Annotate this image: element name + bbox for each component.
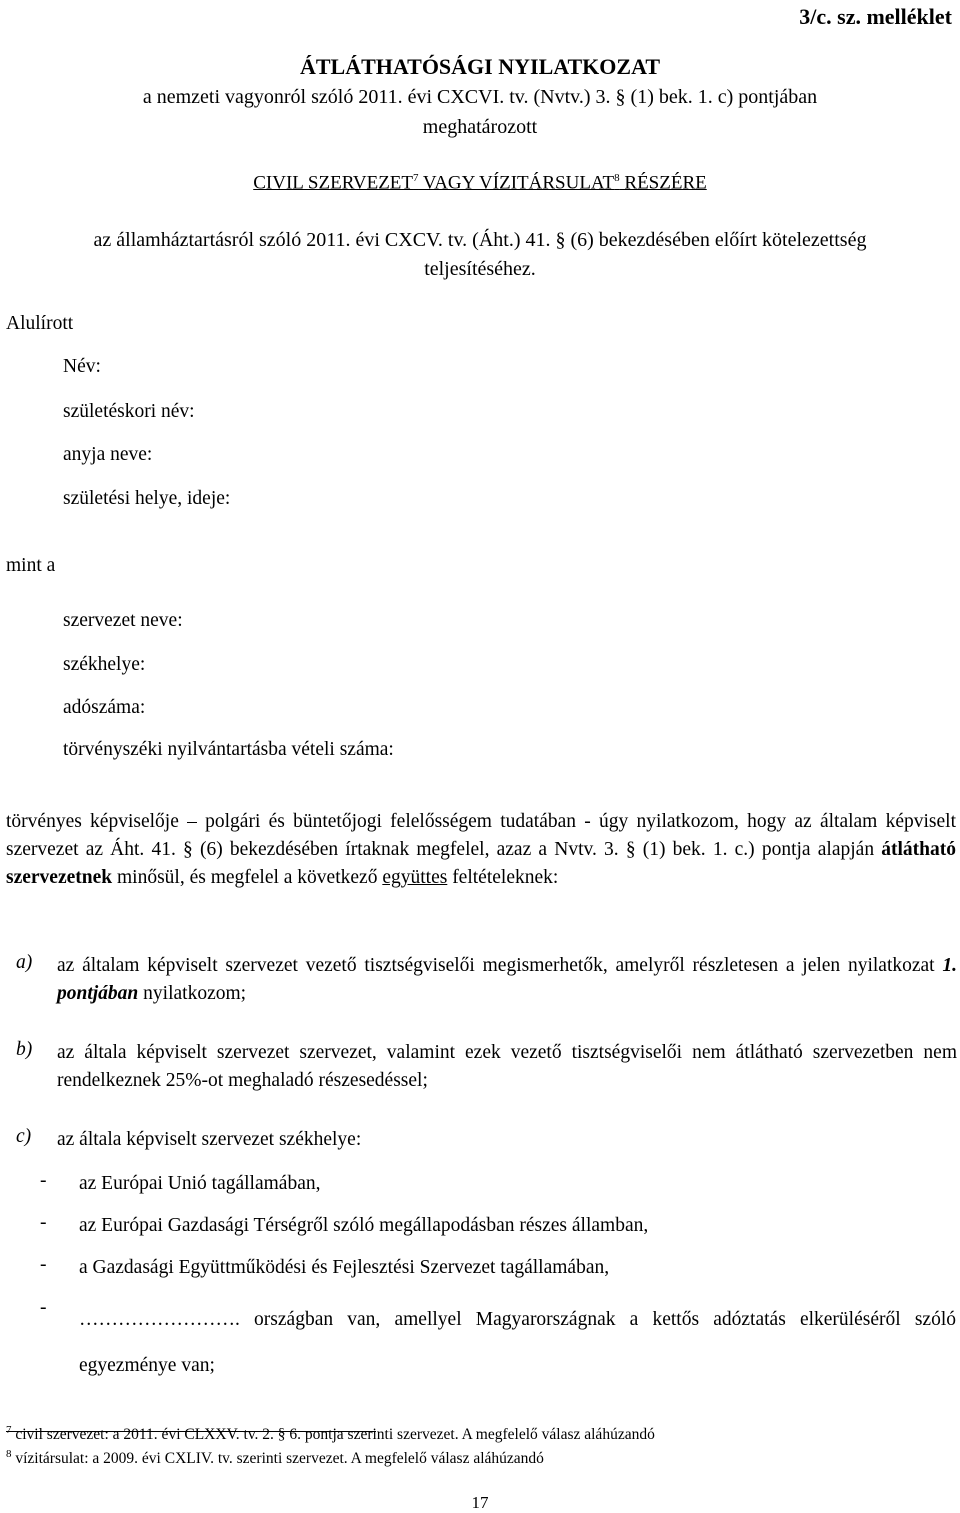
footnote-ref-8: 8 (614, 172, 620, 184)
declaration-bold-term: átlátható szervezetnek (6, 839, 956, 888)
legal-basis-line-2: meghatározott (422, 116, 538, 138)
item-c-text: az általa képviselt szervezet székhelye: (57, 1129, 362, 1150)
dash-marker: - (40, 1297, 47, 1318)
declaration-text-3: feltételeknek: (447, 867, 559, 888)
subtitle-part-reszere: RÉSZÉRE (619, 172, 707, 194)
field-birth-name: születéskori név: (63, 401, 195, 422)
field-mother-name: anyja neve: (63, 444, 153, 465)
dash-marker: - (40, 1254, 47, 1275)
field-organization-name: szervezet neve: (63, 610, 183, 631)
subtitle-part-vizitarsulat: VAGY VÍZITÁRSULAT (418, 172, 615, 194)
legal-basis-line-1: a nemzeti vagyonról szóló 2011. évi CXCVI. tv. (Nvtv.) 3. § (1) bek. 1. c) pontjában (142, 86, 818, 108)
field-tax-number: adószáma: (63, 697, 146, 718)
field-registration-number: törvényszéki nyilvántartásba vételi száma: (63, 739, 394, 760)
item-c-label: c) (16, 1126, 32, 1147)
seat-option-oecd: a Gazdasági Együttműködési és Fejlesztési Szervezet tagállamában, (79, 1257, 610, 1278)
footnote-7-number: 7 (6, 1424, 12, 1436)
item-a-text-1: az általam képviselt szervezet vezető tisztségviselői megismerhetők, amelyről részletesen a jelen nyilatkozat (57, 955, 943, 976)
field-seat: székhelye: (63, 654, 146, 675)
footnote-8 (6, 1448, 544, 1468)
document-title: ÁTLÁTHATÓSÁGI NYILATKOZAT (299, 54, 660, 79)
page-number: 17 (471, 1493, 489, 1512)
footnote-7-text: civil szervezet: a 2011. évi CLXXV. tv. 2. § 6. pontja szerinti szervezet. A megfelelő válasz aláhúzandó (15, 1426, 655, 1444)
seat-option-eu: az Európai Unió tagállamában, (79, 1173, 321, 1194)
signatory-intro: Alulírott (6, 313, 74, 334)
item-a-bold-ref: 1. pontjában (57, 955, 957, 1004)
annex-label: 3/c. sz. melléklet (799, 4, 952, 29)
subtitle-part-civil: CIVIL SZERVEZET (253, 172, 414, 194)
item-a-label: a) (16, 952, 33, 973)
item-a-text-2: nyilatkozom; (138, 983, 247, 1004)
declaration-text-2: minősül, és megfelel a következő (112, 867, 383, 888)
seat-option-tax-treaty: ……………………. országban van, amellyel Magyarországnak a kettős adóztatás elkerüléséről szóló egyezménye van; (79, 1309, 956, 1376)
footnote-8-number: 8 (6, 1448, 12, 1460)
field-name: Név: (63, 356, 101, 377)
declaration-text-1: törvényes képviselője – polgári és büntetőjogi felelősségem tudatában - úgy nyilatkozom, hogy az általam képviselt szervezet az Áht. 41. § (6) bekezdésében írtaknak megfelel, azaz a Nvtv. 3. § (1) bek. 1. c.) pontja alapján (6, 811, 956, 860)
seat-option-eea: az Európai Gazdasági Térségről szóló megállapodásban részes államban, (79, 1215, 649, 1236)
footnote-ref-7: 7 (413, 172, 419, 184)
footnote-8-text: vízitársulat: a 2009. évi CXLIV. tv. szerinti szervezet. A megfelelő válasz aláhúzandó (15, 1450, 544, 1468)
declaration-paragraph (6, 808, 956, 892)
item-b-text: az általa képviselt szervezet szervezet, valamint ezek vezető tisztségviselői nem átlátható szervezetben nem rendelkeznek 25%-ot meghaladó részesedéssel; (57, 1042, 957, 1091)
declaration-underlined-term: együttes (382, 867, 448, 888)
field-birth-place-date: születési helye, ideje: (63, 488, 231, 509)
law-reference-line-2: teljesítéséhez. (424, 258, 536, 280)
law-reference-line-1: az államháztartásról szóló 2011. évi CXCV. tv. (Áht.) 41. § (6) bekezdésében előírt kötelezettség (93, 229, 867, 251)
item-a-text (57, 952, 957, 1008)
recipient-subtitle (0, 172, 960, 194)
organization-intro: mint a (6, 555, 56, 576)
dash-marker: - (40, 1212, 47, 1233)
dash-marker: - (40, 1170, 47, 1191)
item-b-label: b) (16, 1039, 33, 1060)
footnote-7 (6, 1424, 655, 1444)
